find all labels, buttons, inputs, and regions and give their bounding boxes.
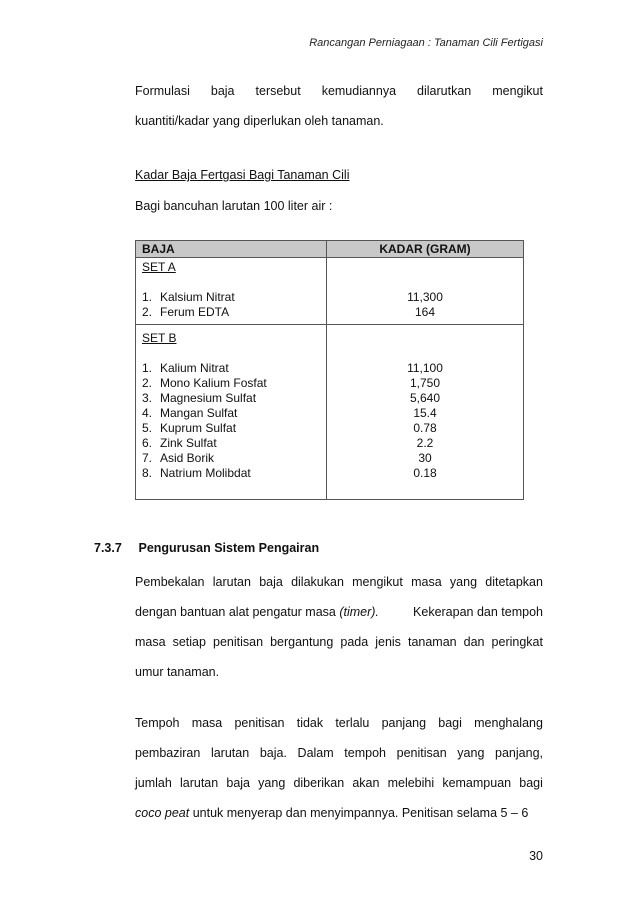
running-header: Rancangan Perniagaan : Tanaman Cili Fertigasi	[309, 37, 543, 49]
value-cell: 1,750	[409, 376, 441, 390]
value-cell: 0.78	[413, 421, 437, 435]
list-item: 1. Kalsium Nitrat	[142, 290, 235, 304]
paragraph-1	[135, 575, 543, 695]
table-row-set-a	[136, 258, 524, 325]
table-subnote: Bagi bancuhan larutan 100 liter air :	[135, 199, 333, 213]
value-cell: 30	[418, 451, 432, 465]
set-b-label: SET B	[142, 331, 177, 345]
intro-word: dilarutkan	[417, 84, 472, 98]
value-cell: 0.18	[413, 466, 437, 480]
set-a-label: SET A	[142, 260, 176, 274]
col-header-baja: BAJA	[136, 241, 327, 258]
value-cell: 11,300	[407, 290, 443, 304]
value-cell: 164	[414, 305, 436, 319]
intro-paragraph	[135, 84, 543, 128]
intro-word: tersebut	[255, 84, 301, 98]
section-number: 7.3.7	[94, 541, 122, 555]
page-number: 30	[529, 849, 543, 863]
list-item: 2. Ferum EDTA	[142, 305, 230, 319]
list-item: 7. Asid Borik	[142, 451, 215, 465]
list-item: 5. Kuprum Sulfat	[142, 421, 237, 435]
intro-word: kemudiannya	[321, 84, 397, 98]
table-header-row	[136, 241, 524, 258]
table-row-set-b	[136, 325, 524, 500]
set-a-values	[327, 258, 524, 325]
value-cell: 11,100	[407, 361, 443, 375]
col-header-kadar: KADAR (GRAM)	[327, 241, 524, 258]
fertilizer-table	[135, 240, 524, 500]
intro-line-1	[135, 84, 543, 98]
paragraph-line: dengan bantuan alat pengatur masa (timer). Kekerapan dan tempoh	[135, 605, 543, 619]
list-item: 6. Zink Sulfat	[142, 436, 217, 450]
paragraph-line: umur tanaman.	[135, 665, 220, 679]
intro-word: mengikut	[492, 84, 543, 98]
set-b-values	[327, 325, 524, 500]
paragraph-line: jumlah larutan baja yang diberikan akan melebihi kemampuan bagi	[135, 776, 543, 790]
section-title: Pengurusan Sistem Pengairan	[138, 541, 320, 555]
paragraph-line: coco peat untuk menyerap dan menyimpannya. Penitisan selama 5 – 6	[135, 806, 529, 820]
paragraph-line: Tempoh masa penitisan tidak terlalu panjang bagi menghalang	[135, 716, 543, 730]
list-item: 8. Natrium Molibdat	[142, 466, 251, 480]
section-heading	[94, 541, 319, 555]
paragraph-line: pembaziran larutan baja. Dalam tempoh penitisan yang panjang,	[135, 746, 543, 760]
intro-word: Formulasi	[135, 84, 190, 98]
set-a-names	[136, 258, 327, 325]
list-item: 4. Mangan Sulfat	[142, 406, 238, 420]
value-cell: 5,640	[409, 391, 441, 405]
paragraph-line: masa setiap penitisan bergantung pada jenis tanaman dan peringkat	[135, 635, 543, 649]
table-subtitle: Kadar Baja Fertgasi Bagi Tanaman Cili	[135, 168, 350, 182]
value-cell: 15.4	[413, 406, 437, 420]
list-item: 2. Mono Kalium Fosfat	[142, 376, 267, 390]
intro-word: baja	[210, 84, 235, 98]
paragraph-line: Pembekalan larutan baja dilakukan mengikut masa yang ditetapkan	[135, 575, 543, 589]
set-b-names	[136, 325, 327, 500]
intro-line-2: kuantiti/kadar yang diperlukan oleh tanaman.	[135, 114, 384, 128]
paragraph-2	[135, 716, 543, 836]
list-item: 1. Kalium Nitrat	[142, 361, 229, 375]
value-cell: 2.2	[416, 436, 434, 450]
list-item: 3. Magnesium Sulfat	[142, 391, 257, 405]
